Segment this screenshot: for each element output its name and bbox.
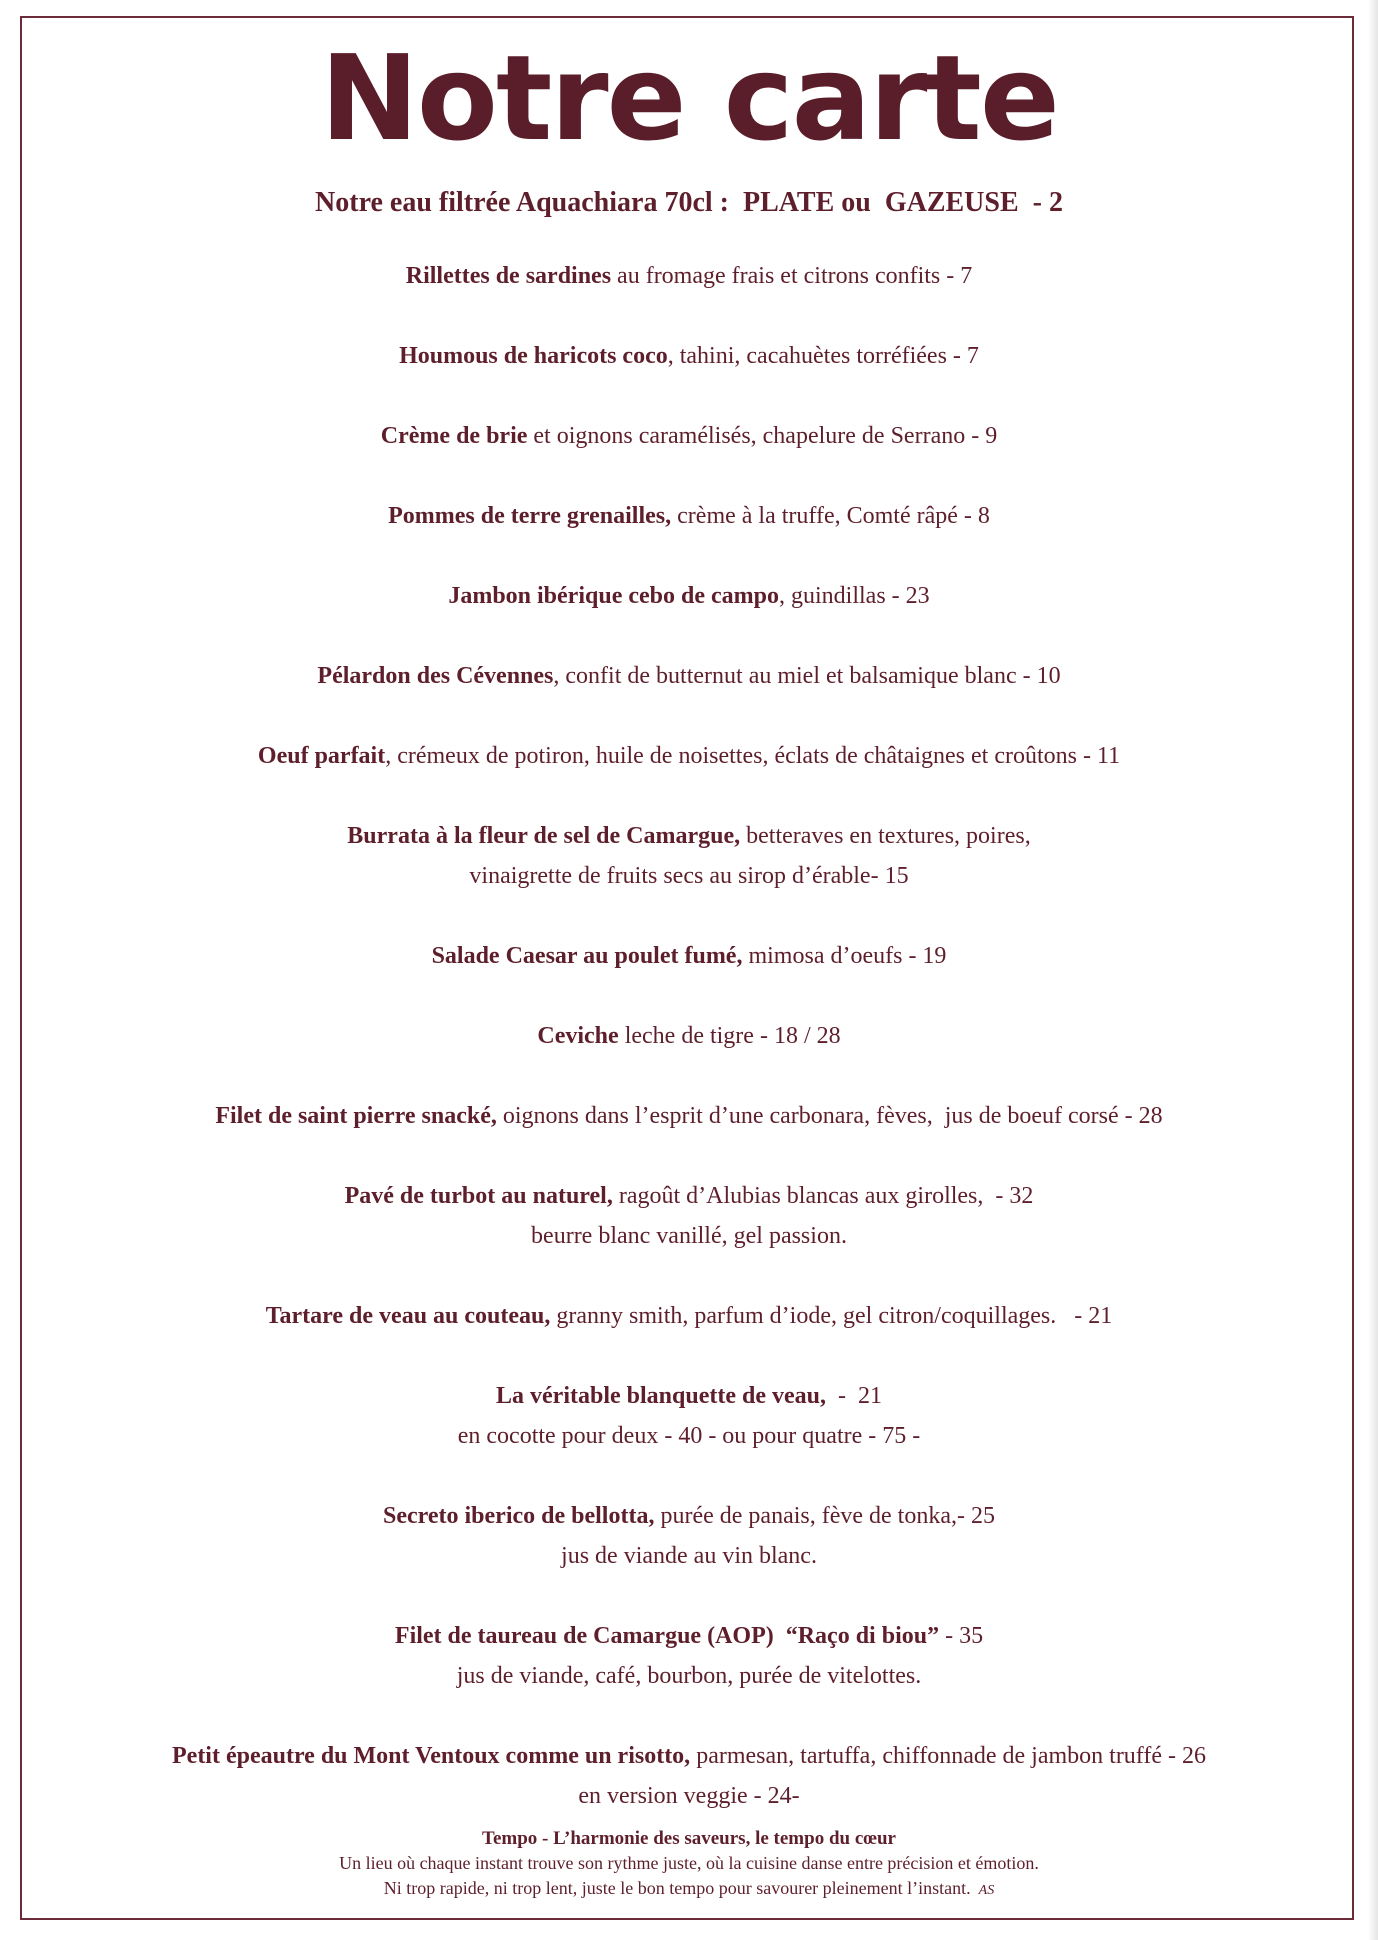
item-name: Secreto iberico de bellotta,	[382, 1503, 655, 1529]
item-desc: ragoût d’Alubias blancas aux girolles, - 32	[612, 1183, 1034, 1209]
item-desc: , tahini, cacahuètes torréfiées - 7	[667, 343, 979, 369]
item-line2: jus de viande, café, bourbon, purée de vitelottes.	[456, 1663, 922, 1689]
item-desc: leche de tigre - 18 / 28	[618, 1023, 841, 1049]
item-name: Pélardon des Cévennes	[317, 663, 554, 689]
item-name: Filet de saint pierre snacké,	[215, 1103, 497, 1129]
item-line2: vinaigrette de fruits secs au sirop d’érable- 15	[469, 863, 909, 889]
menu-item	[0, 1296, 1378, 1336]
item-name: Burrata à la fleur de sel de Camargue,	[347, 823, 741, 849]
menu-item	[0, 1096, 1378, 1136]
menu-item	[0, 1616, 1378, 1696]
menu-title: Notre carte	[320, 29, 1058, 167]
item-desc: oignons dans l’esprit d’une carbonara, fèves, jus de boeuf corsé - 28	[496, 1103, 1163, 1129]
menu-item	[0, 1176, 1378, 1256]
signature: AS	[978, 1883, 995, 1898]
item-desc: - 35	[939, 1623, 984, 1649]
item-name: Houmous de haricots coco	[399, 343, 668, 369]
footer-line-1: Un lieu où chaque instant trouve son rythme juste, où la cuisine danse entre précision et émotion.	[339, 1853, 1039, 1873]
water-line: Notre eau filtrée Aquachiara 70cl : PLATE ou GAZEUSE - 2	[315, 187, 1063, 218]
item-name: Crème de brie	[380, 423, 528, 449]
footer-tagline: Tempo - L’harmonie des saveurs, le tempo du cœur	[482, 1828, 896, 1849]
item-name: Jambon ibérique cebo de campo	[448, 583, 779, 609]
menu-item	[0, 1376, 1378, 1456]
footer-line-2: Ni trop rapide, ni trop lent, juste le bon tempo pour savourer pleinement l’instant.	[383, 1878, 971, 1898]
item-desc: - 21	[826, 1383, 882, 1409]
menu-item	[0, 496, 1378, 536]
item-desc: crème à la truffe, Comté râpé - 8	[671, 503, 990, 529]
menu-items	[0, 256, 1378, 1856]
item-name: Ceviche	[537, 1023, 619, 1049]
item-desc: au fromage frais et citrons confits - 7	[611, 263, 973, 289]
item-line2: beurre blanc vanillé, gel passion.	[531, 1223, 847, 1249]
item-desc: purée de panais, fève de tonka,- 25	[654, 1503, 995, 1529]
menu-item	[0, 1016, 1378, 1056]
menu-item	[0, 256, 1378, 296]
item-desc: mimosa d’oeufs - 19	[742, 943, 947, 969]
item-desc: betteraves en textures, poires,	[740, 823, 1031, 849]
menu-item	[0, 656, 1378, 696]
menu-item	[0, 816, 1378, 896]
item-desc: , confit de butternut au miel et balsamique blanc - 10	[553, 663, 1061, 689]
menu-item	[0, 1736, 1378, 1816]
menu-item	[0, 416, 1378, 456]
item-line2: jus de viande au vin blanc.	[561, 1543, 817, 1569]
footer-line-2-wrap	[0, 1876, 1378, 1903]
item-name: Filet de taureau de Camargue (AOP) “Raço di biou”	[394, 1623, 940, 1649]
menu-item	[0, 1496, 1378, 1576]
item-name: Rillettes de sardines	[405, 263, 612, 289]
menu-item	[0, 736, 1378, 776]
item-desc: parmesan, tartuffa, chiffonnade de jambon truffé - 26	[690, 1743, 1206, 1769]
item-name: Pavé de turbot au naturel,	[344, 1183, 613, 1209]
footer	[0, 1826, 1378, 1903]
item-desc: et oignons caramélisés, chapelure de Serrano - 9	[527, 423, 998, 449]
item-desc: , crémeux de potiron, huile de noisettes, éclats de châtaignes et croûtons - 11	[385, 743, 1121, 769]
item-name: Oeuf parfait	[257, 743, 386, 769]
item-name: La véritable blanquette de veau,	[496, 1383, 826, 1409]
item-name: Petit épeautre du Mont Ventoux comme un risotto,	[172, 1743, 691, 1769]
menu-item	[0, 336, 1378, 376]
item-desc: granny smith, parfum d’iode, gel citron/coquillages. - 21	[550, 1303, 1113, 1329]
item-desc: , guindillas - 23	[779, 583, 930, 609]
item-line2: en version veggie - 24-	[578, 1783, 800, 1809]
item-line2: en cocotte pour deux - 40 - ou pour quatre - 75 -	[457, 1423, 921, 1449]
item-name: Pommes de terre grenailles,	[388, 503, 672, 529]
item-name: Tartare de veau au couteau,	[265, 1303, 551, 1329]
item-name: Salade Caesar au poulet fumé,	[431, 943, 743, 969]
menu-item	[0, 936, 1378, 976]
menu-item	[0, 576, 1378, 616]
